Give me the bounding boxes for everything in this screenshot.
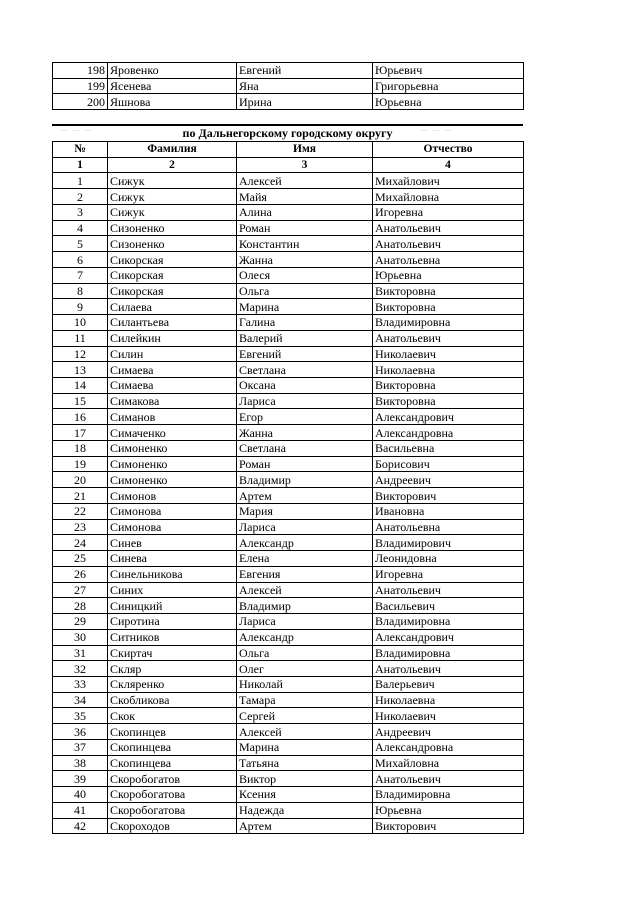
- last-name-cell: Силантьева: [108, 315, 237, 331]
- patronymic-cell: Александрович: [373, 409, 524, 425]
- row-number: 36: [53, 724, 108, 740]
- table-row: [53, 362, 524, 378]
- table-row: [53, 535, 524, 551]
- table-row: [53, 267, 524, 283]
- scan-noise-left: ⋯ ⋯ ⋯: [60, 126, 93, 135]
- column-index-2: 2: [108, 157, 237, 173]
- first-name-cell: Олег: [237, 661, 373, 677]
- row-number: 27: [53, 582, 108, 598]
- row-number: 198: [53, 63, 108, 79]
- patronymic-cell: Владимировна: [373, 645, 524, 661]
- first-name-cell: Артем: [237, 488, 373, 504]
- last-name-cell: Скляренко: [108, 676, 237, 692]
- first-name-cell: Алина: [237, 204, 373, 220]
- first-name-cell: Ксения: [237, 787, 373, 803]
- table-row: [53, 204, 524, 220]
- patronymic-cell: Анатольевна: [373, 252, 524, 268]
- first-name-cell: Александр: [237, 629, 373, 645]
- first-name-cell: Виктор: [237, 771, 373, 787]
- last-name-cell: Симаева: [108, 362, 237, 378]
- row-number: 13: [53, 362, 108, 378]
- last-name-cell: Симаева: [108, 378, 237, 394]
- table-row: [53, 94, 524, 110]
- table-row: [53, 330, 524, 346]
- table-row: [53, 614, 524, 630]
- patronymic-cell: Валерьевич: [373, 676, 524, 692]
- row-number: 24: [53, 535, 108, 551]
- last-name-cell: Сижук: [108, 204, 237, 220]
- patronymic-cell: Анатольевич: [373, 330, 524, 346]
- row-number: 21: [53, 488, 108, 504]
- row-number: 22: [53, 503, 108, 519]
- first-name-cell: Алексей: [237, 724, 373, 740]
- table-row: [53, 739, 524, 755]
- patronymic-cell: Игоревна: [373, 204, 524, 220]
- header-first-name: Имя: [237, 142, 373, 158]
- table-row: [53, 818, 524, 834]
- table-row: [53, 440, 524, 456]
- last-name-cell: Синицкий: [108, 598, 237, 614]
- row-number: 31: [53, 645, 108, 661]
- table-row: [53, 63, 524, 79]
- last-name-cell: Сиротина: [108, 614, 237, 630]
- last-name-cell: Синих: [108, 582, 237, 598]
- patronymic-cell: Ивановна: [373, 503, 524, 519]
- last-name-cell: Сикорская: [108, 283, 237, 299]
- last-name-cell: Синева: [108, 551, 237, 567]
- column-index-row: [53, 157, 524, 173]
- patronymic-cell: Викторовна: [373, 393, 524, 409]
- patronymic-cell: Викторович: [373, 818, 524, 834]
- row-number: 200: [53, 94, 108, 110]
- last-name-cell: Скобликова: [108, 692, 237, 708]
- patronymic-cell: Григорьевна: [373, 78, 524, 94]
- row-number: 38: [53, 755, 108, 771]
- table-row: [53, 393, 524, 409]
- last-name-cell: Сикорская: [108, 267, 237, 283]
- first-name-cell: Владимир: [237, 472, 373, 488]
- patronymic-cell: Викторовна: [373, 283, 524, 299]
- patronymic-cell: Юрьевна: [373, 802, 524, 818]
- first-name-cell: Татьяна: [237, 755, 373, 771]
- table-row: [53, 409, 524, 425]
- row-number: 11: [53, 330, 108, 346]
- patronymic-cell: Юрьевна: [373, 267, 524, 283]
- first-name-cell: Мария: [237, 503, 373, 519]
- table-row: [53, 283, 524, 299]
- last-name-cell: Скороходов: [108, 818, 237, 834]
- row-number: 18: [53, 440, 108, 456]
- row-number: 2: [53, 189, 108, 205]
- row-number: 14: [53, 378, 108, 394]
- row-number: 39: [53, 771, 108, 787]
- patronymic-cell: Михайловна: [373, 189, 524, 205]
- table-row: [53, 692, 524, 708]
- table-row: [53, 787, 524, 803]
- scan-noise-right: ⋯ ⋯ ⋯: [420, 126, 453, 135]
- row-number: 34: [53, 692, 108, 708]
- last-name-cell: Симоненко: [108, 472, 237, 488]
- last-name-cell: Симанов: [108, 409, 237, 425]
- table-row: [53, 519, 524, 535]
- first-name-cell: Жанна: [237, 252, 373, 268]
- first-name-cell: Марина: [237, 739, 373, 755]
- previous-list-body: [53, 63, 524, 110]
- table-row: [53, 425, 524, 441]
- row-number: 19: [53, 456, 108, 472]
- table-row: [53, 315, 524, 331]
- row-number: 3: [53, 204, 108, 220]
- table-row: [53, 378, 524, 394]
- patronymic-cell: Леонидовна: [373, 551, 524, 567]
- row-number: 37: [53, 739, 108, 755]
- patronymic-cell: Александрович: [373, 629, 524, 645]
- row-number: 32: [53, 661, 108, 677]
- last-name-cell: Скок: [108, 708, 237, 724]
- table-row: [53, 236, 524, 252]
- first-name-cell: Елена: [237, 551, 373, 567]
- row-number: 41: [53, 802, 108, 818]
- patronymic-cell: Анатольевич: [373, 582, 524, 598]
- row-number: 29: [53, 614, 108, 630]
- row-number: 30: [53, 629, 108, 645]
- row-number: 199: [53, 78, 108, 94]
- patronymic-cell: Владимирович: [373, 535, 524, 551]
- first-name-cell: Яна: [237, 78, 373, 94]
- patronymic-cell: Владимировна: [373, 315, 524, 331]
- row-number: 15: [53, 393, 108, 409]
- first-name-cell: Егор: [237, 409, 373, 425]
- patronymic-cell: Николаевич: [373, 708, 524, 724]
- last-name-cell: Скопинцева: [108, 739, 237, 755]
- patronymic-cell: Андреевич: [373, 724, 524, 740]
- first-name-cell: Евгений: [237, 346, 373, 362]
- last-name-cell: Яшнова: [108, 94, 237, 110]
- last-name-cell: Скопинцева: [108, 755, 237, 771]
- table-row: [53, 629, 524, 645]
- row-number: 1: [53, 173, 108, 189]
- patronymic-cell: Викторовна: [373, 378, 524, 394]
- patronymic-cell: Владимировна: [373, 787, 524, 803]
- patronymic-cell: Васильевна: [373, 440, 524, 456]
- last-name-cell: Симонов: [108, 488, 237, 504]
- last-name-cell: Симонова: [108, 503, 237, 519]
- row-number: 35: [53, 708, 108, 724]
- last-name-cell: Симоненко: [108, 456, 237, 472]
- table-row: [53, 551, 524, 567]
- patronymic-cell: Владимировна: [373, 614, 524, 630]
- table-row: [53, 220, 524, 236]
- row-number: 7: [53, 267, 108, 283]
- last-name-cell: Скоробогатова: [108, 787, 237, 803]
- last-name-cell: Симаченко: [108, 425, 237, 441]
- last-name-cell: Скопинцев: [108, 724, 237, 740]
- last-name-cell: Сижук: [108, 189, 237, 205]
- patronymic-cell: Александровна: [373, 739, 524, 755]
- last-name-cell: Скиртач: [108, 645, 237, 661]
- row-number: 6: [53, 252, 108, 268]
- table-row: [53, 503, 524, 519]
- section-title: по Дальнегорскому городскому округу: [52, 124, 523, 142]
- table-row: [53, 661, 524, 677]
- last-name-cell: Симоненко: [108, 440, 237, 456]
- patronymic-cell: Андреевич: [373, 472, 524, 488]
- row-number: 25: [53, 551, 108, 567]
- first-name-cell: Роман: [237, 456, 373, 472]
- row-number: 16: [53, 409, 108, 425]
- patronymic-cell: Николаевна: [373, 692, 524, 708]
- last-name-cell: Синев: [108, 535, 237, 551]
- first-name-cell: Владимир: [237, 598, 373, 614]
- first-name-cell: Надежда: [237, 802, 373, 818]
- patronymic-cell: Михайлович: [373, 173, 524, 189]
- first-name-cell: Евгения: [237, 566, 373, 582]
- table-row: [53, 472, 524, 488]
- last-name-cell: Сизоненко: [108, 236, 237, 252]
- first-name-cell: Александр: [237, 535, 373, 551]
- row-number: 12: [53, 346, 108, 362]
- patronymic-cell: Юрьевич: [373, 63, 524, 79]
- table-row: [53, 488, 524, 504]
- first-name-cell: Светлана: [237, 440, 373, 456]
- last-name-cell: Симонова: [108, 519, 237, 535]
- table-row: [53, 724, 524, 740]
- table-row: [53, 173, 524, 189]
- first-name-cell: Лариса: [237, 614, 373, 630]
- first-name-cell: Лариса: [237, 519, 373, 535]
- first-name-cell: Евгений: [237, 63, 373, 79]
- patronymic-cell: Викторович: [373, 488, 524, 504]
- table-row: [53, 645, 524, 661]
- first-name-cell: Артем: [237, 818, 373, 834]
- patronymic-cell: Борисович: [373, 456, 524, 472]
- last-name-cell: Скляр: [108, 661, 237, 677]
- first-name-cell: Роман: [237, 220, 373, 236]
- patronymic-cell: Игоревна: [373, 566, 524, 582]
- patronymic-cell: Анатольевич: [373, 661, 524, 677]
- patronymic-cell: Николаевна: [373, 362, 524, 378]
- table-row: [53, 708, 524, 724]
- last-name-cell: Сизоненко: [108, 220, 237, 236]
- voters-table: [52, 141, 524, 834]
- first-name-cell: Светлана: [237, 362, 373, 378]
- last-name-cell: Яровенко: [108, 63, 237, 79]
- last-name-cell: Силаева: [108, 299, 237, 315]
- last-name-cell: Синельникова: [108, 566, 237, 582]
- last-name-cell: Симакова: [108, 393, 237, 409]
- row-number: 42: [53, 818, 108, 834]
- row-number: 26: [53, 566, 108, 582]
- row-number: 28: [53, 598, 108, 614]
- patronymic-cell: Викторовна: [373, 299, 524, 315]
- column-index-1: 1: [53, 157, 108, 173]
- first-name-cell: Ольга: [237, 283, 373, 299]
- table-row: [53, 771, 524, 787]
- row-number: 8: [53, 283, 108, 299]
- first-name-cell: Лариса: [237, 393, 373, 409]
- table-row: [53, 582, 524, 598]
- table-row: [53, 252, 524, 268]
- patronymic-cell: Анатольевна: [373, 519, 524, 535]
- header-patronymic: Отчество: [373, 142, 524, 158]
- first-name-cell: Тамара: [237, 692, 373, 708]
- last-name-cell: Ситников: [108, 629, 237, 645]
- first-name-cell: Ирина: [237, 94, 373, 110]
- last-name-cell: Скоробогатов: [108, 771, 237, 787]
- row-number: 9: [53, 299, 108, 315]
- header-number: №: [53, 142, 108, 158]
- row-number: 4: [53, 220, 108, 236]
- previous-list-table: [52, 62, 524, 110]
- first-name-cell: Майя: [237, 189, 373, 205]
- patronymic-cell: Юрьевна: [373, 94, 524, 110]
- first-name-cell: Алексей: [237, 582, 373, 598]
- patronymic-cell: Васильевич: [373, 598, 524, 614]
- patronymic-cell: Анатольевич: [373, 220, 524, 236]
- last-name-cell: Сижук: [108, 173, 237, 189]
- last-name-cell: Ясенева: [108, 78, 237, 94]
- patronymic-cell: Николаевич: [373, 346, 524, 362]
- table-row: [53, 598, 524, 614]
- first-name-cell: Оксана: [237, 378, 373, 394]
- first-name-cell: Олеся: [237, 267, 373, 283]
- row-number: 23: [53, 519, 108, 535]
- row-number: 20: [53, 472, 108, 488]
- row-number: 33: [53, 676, 108, 692]
- table-row: [53, 78, 524, 94]
- table-row: [53, 299, 524, 315]
- table-row: [53, 346, 524, 362]
- patronymic-cell: Анатольевич: [373, 771, 524, 787]
- patronymic-cell: Михайловна: [373, 755, 524, 771]
- table-row: [53, 755, 524, 771]
- row-number: 17: [53, 425, 108, 441]
- first-name-cell: Галина: [237, 315, 373, 331]
- table-header-row: [53, 142, 524, 158]
- table-row: [53, 676, 524, 692]
- row-number: 40: [53, 787, 108, 803]
- last-name-cell: Сикорская: [108, 252, 237, 268]
- last-name-cell: Силейкин: [108, 330, 237, 346]
- table-row: [53, 566, 524, 582]
- first-name-cell: Валерий: [237, 330, 373, 346]
- table-row: [53, 189, 524, 205]
- first-name-cell: Николай: [237, 676, 373, 692]
- header-last-name: Фамилия: [108, 142, 237, 158]
- first-name-cell: Константин: [237, 236, 373, 252]
- patronymic-cell: Анатольевич: [373, 236, 524, 252]
- first-name-cell: Сергей: [237, 708, 373, 724]
- table-row: [53, 802, 524, 818]
- table-row: [53, 456, 524, 472]
- column-index-4: 4: [373, 157, 524, 173]
- first-name-cell: Марина: [237, 299, 373, 315]
- voters-table-body: [53, 173, 524, 834]
- row-number: 5: [53, 236, 108, 252]
- last-name-cell: Скоробогатова: [108, 802, 237, 818]
- row-number: 10: [53, 315, 108, 331]
- column-index-3: 3: [237, 157, 373, 173]
- first-name-cell: Ольга: [237, 645, 373, 661]
- first-name-cell: Жанна: [237, 425, 373, 441]
- first-name-cell: Алексей: [237, 173, 373, 189]
- last-name-cell: Силин: [108, 346, 237, 362]
- patronymic-cell: Александровна: [373, 425, 524, 441]
